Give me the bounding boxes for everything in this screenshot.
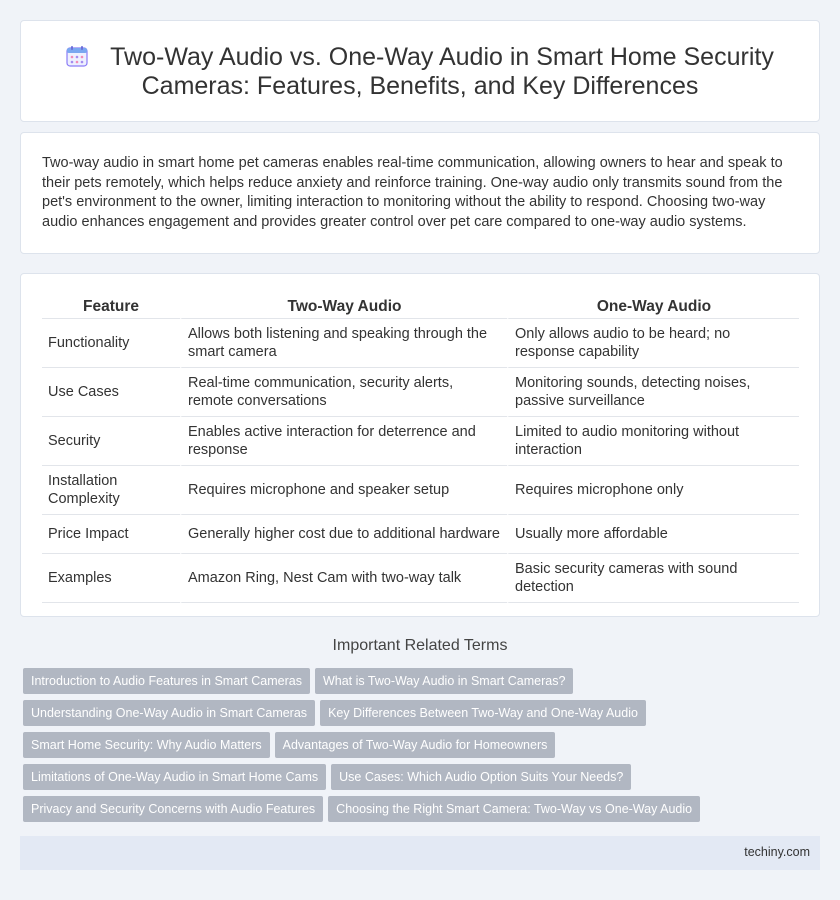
- intro-paragraph: Two-way audio in smart home pet cameras enables real-time communication, allowing owners to hear and speak to their pets remotely, which helps reduce anxiety and reinforce training. One-way audio only transmits sound from the pet's environment to the owner, limiting interaction to monitoring without the ability to respond. Choosing two-way audio enhances engagement and provides greater control over pet care compared to one-way audio systems.: [42, 155, 783, 230]
- table-cell-feature: Price Impact: [42, 515, 180, 554]
- table-cell-feature: Use Cases: [42, 368, 180, 417]
- related-term-link[interactable]: Key Differences Between Two-Way and One-Way Audio: [320, 700, 646, 726]
- related-term-link[interactable]: Understanding One-Way Audio in Smart Cameras: [23, 700, 315, 726]
- related-term-link[interactable]: Limitations of One-Way Audio in Smart Home Cams: [23, 764, 326, 790]
- table-row: [42, 368, 799, 417]
- column-header: Feature: [42, 296, 180, 319]
- title-card: [20, 20, 820, 122]
- tag-row: [23, 700, 803, 732]
- table-cell-two-way: Allows both listening and speaking through the smart camera: [180, 319, 507, 368]
- table-cell-one-way: Only allows audio to be heard; no response capability: [507, 319, 799, 368]
- table-cell-one-way: Requires microphone only: [507, 466, 799, 515]
- table-cell-one-way: Usually more affordable: [507, 515, 799, 554]
- tag-row: [23, 732, 803, 764]
- table-row: [42, 515, 799, 554]
- related-term-link[interactable]: Introduction to Audio Features in Smart Cameras: [23, 668, 310, 694]
- table-cell-feature: Functionality: [42, 319, 180, 368]
- table-header-row: [42, 296, 799, 319]
- related-terms-list: [23, 668, 803, 828]
- table-row: [42, 466, 799, 515]
- table-cell-two-way: Amazon Ring, Nest Cam with two-way talk: [180, 554, 507, 603]
- table-cell-one-way: Monitoring sounds, detecting noises, passive surveillance: [507, 368, 799, 417]
- table-cell-two-way: Requires microphone and speaker setup: [180, 466, 507, 515]
- related-term-link[interactable]: Use Cases: Which Audio Option Suits Your Needs?: [331, 764, 631, 790]
- tag-row: [23, 668, 803, 700]
- table-cell-one-way: Limited to audio monitoring without interaction: [507, 417, 799, 466]
- related-term-link[interactable]: What is Two-Way Audio in Smart Cameras?: [315, 668, 573, 694]
- page-title: Two-Way Audio vs. One-Way Audio in Smart Home Security Cameras: Features, Benefits, and Key Differences: [110, 43, 774, 100]
- related-term-link[interactable]: Advantages of Two-Way Audio for Homeowners: [275, 732, 556, 758]
- page-title-block: [21, 43, 819, 101]
- tag-row: [23, 796, 803, 828]
- table-row: [42, 319, 799, 368]
- table-cell-one-way: Basic security cameras with sound detection: [507, 554, 799, 603]
- comparison-card: [20, 273, 820, 617]
- calendar-icon: [66, 45, 88, 67]
- table-row: [42, 554, 799, 603]
- column-header: Two-Way Audio: [180, 296, 507, 319]
- table-row: [42, 417, 799, 466]
- related-term-link[interactable]: Smart Home Security: Why Audio Matters: [23, 732, 270, 758]
- related-term-link[interactable]: Choosing the Right Smart Camera: Two-Way vs One-Way Audio: [328, 796, 700, 822]
- table-cell-two-way: Enables active interaction for deterrence and response: [180, 417, 507, 466]
- tag-row: [23, 764, 803, 796]
- table-cell-feature: Security: [42, 417, 180, 466]
- site-name[interactable]: techiny.com: [744, 845, 810, 859]
- related-terms-heading: Important Related Terms: [332, 637, 508, 654]
- table-cell-two-way: Generally higher cost due to additional hardware: [180, 515, 507, 554]
- table-cell-two-way: Real-time communication, security alerts, remote conversations: [180, 368, 507, 417]
- footer: [20, 836, 820, 870]
- table-cell-feature: Installation Complexity: [42, 466, 180, 515]
- table-cell-feature: Examples: [42, 554, 180, 603]
- intro-card: [20, 132, 820, 254]
- related-term-link[interactable]: Privacy and Security Concerns with Audio Features: [23, 796, 323, 822]
- column-header: One-Way Audio: [507, 296, 799, 319]
- comparison-table: [42, 296, 799, 603]
